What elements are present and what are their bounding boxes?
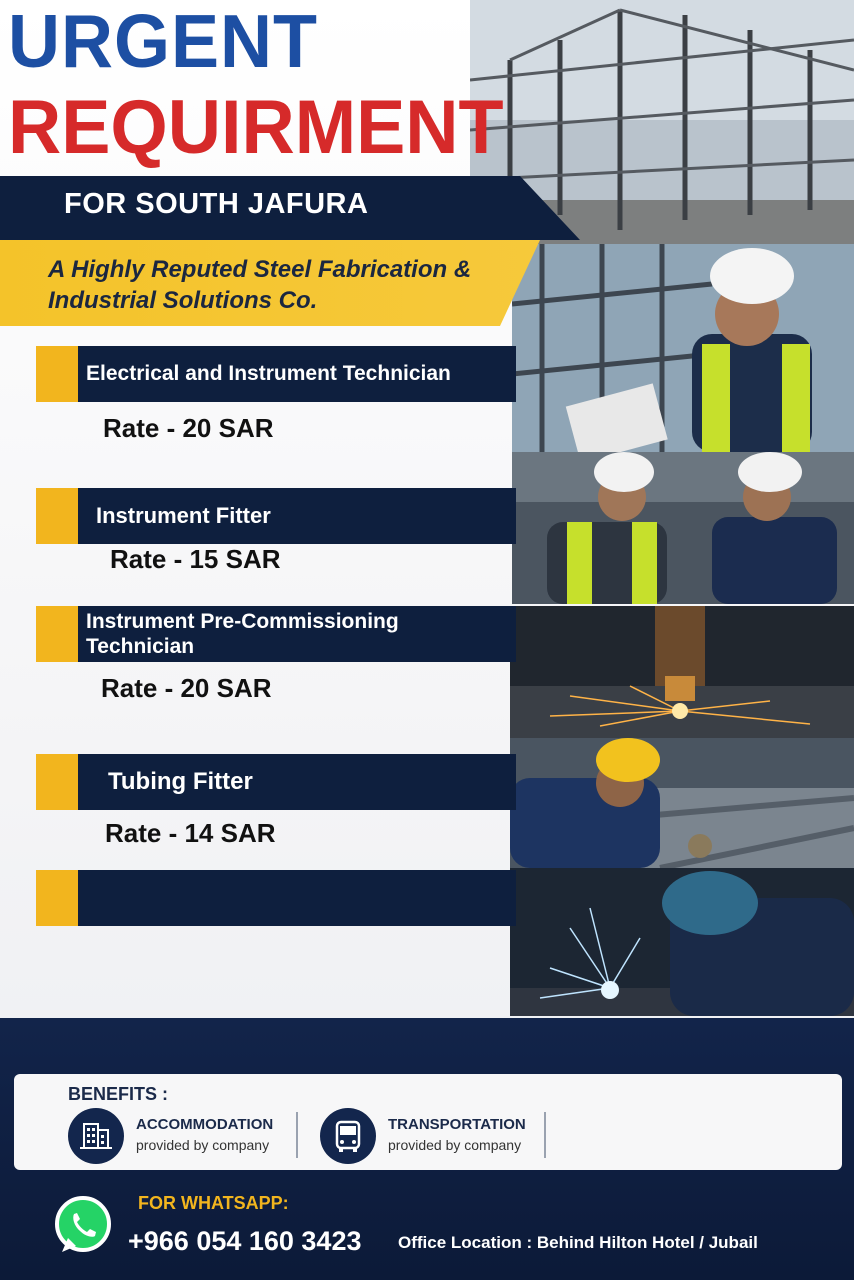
job-title: Instrument Pre-Commissioning Technician bbox=[86, 609, 399, 658]
company-banner-text bbox=[48, 254, 471, 316]
job-tab bbox=[36, 754, 78, 810]
job-title bbox=[86, 870, 510, 926]
job-tab bbox=[36, 870, 78, 926]
benefit-title-accommodation: ACCOMMODATION bbox=[136, 1116, 274, 1133]
company-line-1: A Highly Reputed Steel Fabrication & bbox=[48, 256, 472, 283]
whatsapp-label: FOR WHATSAPP: bbox=[138, 1193, 289, 1213]
fabricator-photo bbox=[510, 738, 854, 868]
title-urgent: URGENT bbox=[8, 0, 318, 85]
job-rate-1: Rate - 20 SAR bbox=[103, 413, 274, 443]
bus-icon bbox=[320, 1108, 376, 1164]
job-rate-2: Rate - 15 SAR bbox=[110, 544, 281, 574]
benefits-title: BENEFITS : bbox=[68, 1084, 169, 1104]
job-title: Electrical and Instrument Technician bbox=[86, 362, 451, 386]
laser-cutting-photo bbox=[510, 606, 854, 738]
benefit-divider bbox=[296, 1112, 298, 1158]
title-requirment: REQUIRMENT bbox=[8, 85, 504, 170]
job-rate-4: Rate - 14 SAR bbox=[105, 818, 276, 848]
benefit-subtitle-accommodation: provided by company bbox=[136, 1137, 270, 1153]
engineer-clipboard-photo bbox=[512, 244, 854, 452]
whatsapp-phone[interactable]: +966 054 160 3423 bbox=[128, 1226, 362, 1256]
workers-photo bbox=[512, 452, 854, 604]
job-bar-3 bbox=[36, 606, 516, 662]
job-title: Instrument Fitter bbox=[96, 502, 271, 528]
job-tab bbox=[36, 488, 78, 544]
building-icon bbox=[68, 1108, 124, 1164]
job-bar-5 bbox=[36, 870, 516, 926]
benefit-divider bbox=[544, 1112, 546, 1158]
job-tab bbox=[36, 346, 78, 402]
company-line-2: Industrial Solutions Co. bbox=[48, 287, 318, 315]
location-banner-text: FOR SOUTH JAFURA bbox=[64, 188, 369, 220]
photo-column bbox=[470, 0, 854, 1020]
office-location: Office Location : Behind Hilton Hotel / Jubail bbox=[398, 1233, 758, 1252]
job-bar-2 bbox=[36, 488, 516, 544]
welder-photo bbox=[510, 868, 854, 1016]
job-rate-3: Rate - 20 SAR bbox=[101, 673, 272, 703]
job-title: Tubing Fitter bbox=[108, 767, 253, 795]
whatsapp-icon[interactable] bbox=[52, 1194, 114, 1256]
job-bar-1 bbox=[36, 346, 516, 402]
job-tab bbox=[36, 606, 78, 662]
job-bar-4 bbox=[36, 754, 516, 810]
benefit-subtitle-transportation: provided by company bbox=[388, 1137, 522, 1153]
benefit-title-transportation: TRANSPORTATION bbox=[388, 1116, 526, 1133]
